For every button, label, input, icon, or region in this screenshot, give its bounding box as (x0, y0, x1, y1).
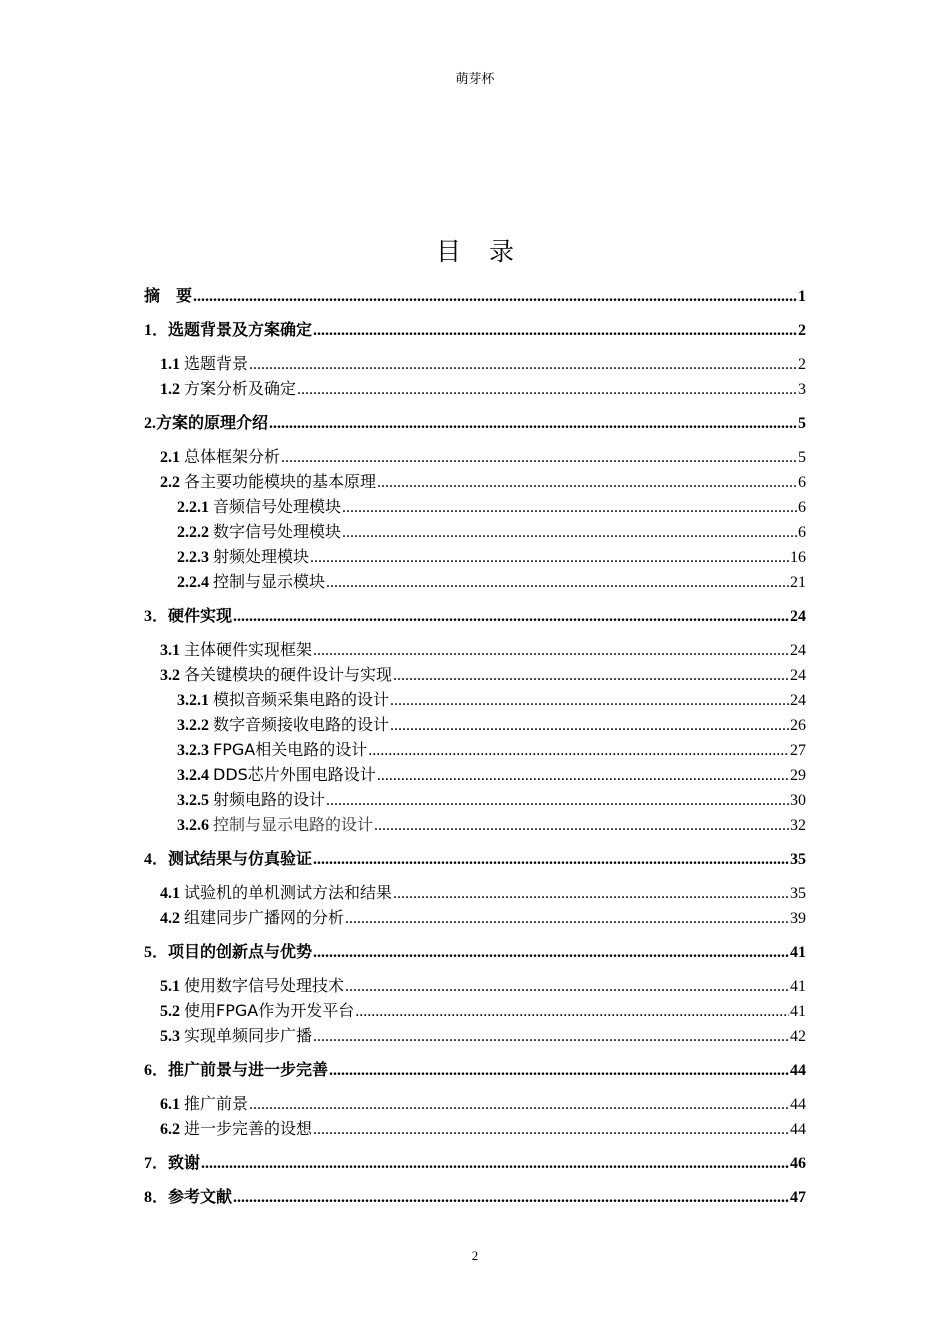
toc-entry-number: 1.2 (160, 381, 180, 398)
toc-entry-page: 47 (790, 1189, 806, 1206)
dot-leader (326, 788, 789, 813)
toc-entry-label (177, 812, 373, 838)
toc-entry[interactable] (144, 544, 806, 569)
toc-entry-text: 选题背景及方案确定 (168, 320, 313, 339)
toc-entry-number: 3． (144, 608, 169, 625)
toc-entry[interactable] (144, 762, 806, 787)
toc-entry-number: 7． (144, 1155, 169, 1172)
toc-entry-number: 5.2 (160, 1003, 180, 1020)
toc-entry-text: 方案的原理介绍 (156, 413, 269, 432)
toc-entry-number: 4． (144, 851, 169, 868)
toc-entry[interactable] (144, 737, 806, 762)
toc-entry[interactable] (144, 846, 806, 871)
toc-entry-text: 数字信号处理模块 (213, 522, 342, 541)
toc-entry-text: 总体框架分析 (184, 447, 281, 466)
dot-leader (345, 906, 789, 931)
toc-entry-label (160, 662, 392, 688)
dot-leader (313, 638, 789, 663)
toc-entry-page: 2 (798, 356, 806, 373)
toc-entry-label (160, 1091, 248, 1117)
toc-entry-label (160, 998, 354, 1024)
toc-entry-number: 2.1 (160, 449, 180, 466)
toc-entry-text: 使用数字信号处理技术 (184, 976, 345, 995)
toc-entry-number: 1． (144, 322, 169, 339)
toc-entry-text: 各关键模块的硬件设计与实现 (184, 665, 393, 684)
dot-leader (390, 713, 789, 738)
toc-entry-text: 射频电路的设计 (213, 790, 326, 809)
toc-entry-page: 2 (798, 322, 806, 339)
toc-entry-text: 控制与显示模块 (213, 572, 326, 591)
toc-entry-page: 29 (790, 767, 806, 784)
dot-leader (345, 974, 789, 999)
dot-leader (269, 411, 797, 436)
toc-entry-text: 摘 要 (144, 286, 193, 305)
toc-entry-label (177, 712, 389, 738)
toc-entry[interactable] (144, 410, 806, 435)
toc-entry-page: 5 (798, 449, 806, 466)
dot-leader (193, 284, 797, 309)
dot-leader (377, 470, 797, 495)
toc-entry-text: 项目的创新点与优势 (168, 942, 313, 961)
toc-entry-page: 44 (790, 1121, 806, 1138)
dot-leader (233, 604, 789, 629)
toc-entry-page: 6 (798, 474, 806, 491)
toc-entry-number: 3.2.1 (177, 692, 209, 709)
toc-entry-number: 3.2.3 (177, 742, 209, 759)
toc-entry-text: 各主要功能模块的基本原理 (184, 472, 377, 491)
toc-entry-number: 5.3 (160, 1028, 180, 1045)
toc-entry-label (177, 569, 325, 595)
toc-entry-text: DDS芯片外围电路设计 (213, 765, 376, 784)
toc-entry-page: 41 (790, 944, 806, 961)
toc-entry-label (144, 1057, 328, 1083)
toc-entry-page: 46 (790, 1155, 806, 1172)
toc-entry-page: 41 (790, 978, 806, 995)
dot-leader (393, 881, 789, 906)
toc-entry[interactable] (144, 1057, 806, 1082)
toc-entry-label (160, 351, 248, 377)
toc-entry-page: 24 (790, 692, 806, 709)
toc-entry[interactable] (144, 880, 806, 905)
toc-entry-page: 35 (790, 851, 806, 868)
dot-leader (233, 1185, 789, 1210)
toc-entry-label (177, 737, 367, 763)
toc-entry-label (177, 762, 376, 788)
toc-entry-label (160, 376, 296, 402)
toc-entry[interactable] (144, 283, 806, 308)
toc-entry[interactable] (144, 444, 806, 469)
dot-leader (310, 545, 789, 570)
toc-entry-number: 3.2.4 (177, 767, 209, 784)
toc-entry-page: 5 (798, 415, 806, 432)
toc-entry-text: 进一步完善的设想 (184, 1119, 313, 1138)
toc-entry-page: 39 (790, 910, 806, 927)
toc-entry-number: 2.2.1 (177, 499, 209, 516)
toc-entry-label (160, 637, 312, 663)
toc-entry-text: 主体硬件实现框架 (184, 640, 313, 659)
toc-entry-page: 6 (798, 499, 806, 516)
toc-entry-number: 3.2.5 (177, 792, 209, 809)
toc-entry-number: 4.1 (160, 885, 180, 902)
toc-entry-number: 6． (144, 1062, 169, 1079)
toc-entry-number: 5． (144, 944, 169, 961)
toc-entry[interactable] (144, 569, 806, 594)
toc-entry-page: 1 (798, 288, 806, 305)
toc-entry-label (160, 444, 280, 470)
toc-entry-page: 26 (790, 717, 806, 734)
toc-entry-label (160, 1116, 312, 1142)
toc-entry-page: 24 (790, 608, 806, 625)
toc-entry-page: 3 (798, 381, 806, 398)
dot-leader (313, 318, 797, 343)
toc-entry-page: 32 (790, 817, 806, 834)
toc-entry-text: 射频处理模块 (213, 547, 310, 566)
toc-entry[interactable] (144, 1150, 806, 1175)
toc-entry[interactable] (144, 939, 806, 964)
toc-entry-page: 21 (790, 574, 806, 591)
dot-leader (249, 1092, 789, 1117)
toc-entry-text: 推广前景与进一步完善 (168, 1060, 329, 1079)
toc-entry-number: 2.2.3 (177, 549, 209, 566)
toc-entry-number: 8． (144, 1189, 169, 1206)
toc-entry-label (177, 687, 389, 713)
dot-leader (281, 445, 797, 470)
toc-entry-number: 1.1 (160, 356, 180, 373)
toc-entry-text: 致谢 (168, 1153, 201, 1172)
dot-leader (297, 377, 797, 402)
toc-entry-page: 24 (790, 667, 806, 684)
dot-leader (368, 738, 789, 763)
toc-entry-text: 推广前景 (184, 1094, 249, 1113)
toc-entry-label (144, 603, 232, 629)
toc-entry-page: 41 (790, 1003, 806, 1020)
dot-leader (374, 813, 789, 838)
toc-entry-number: 4.2 (160, 910, 180, 927)
toc-entry-number: 2.2.4 (177, 574, 209, 591)
toc-entry-text: FPGA相关电路的设计 (213, 740, 368, 759)
page-title: 目录 (435, 237, 542, 266)
toc-entry-text: 选题背景 (184, 354, 249, 373)
toc-entry-label (177, 494, 341, 520)
toc-entry[interactable] (144, 1023, 806, 1048)
toc-entry-label (160, 973, 344, 999)
dot-leader (342, 520, 797, 545)
toc-entry-page: 24 (790, 642, 806, 659)
toc-entry-label (177, 544, 309, 570)
toc-entry[interactable] (144, 1116, 806, 1141)
toc-entry-number: 5.1 (160, 978, 180, 995)
toc-entry-page: 44 (790, 1062, 806, 1079)
toc-entry-label (144, 1184, 232, 1210)
toc-entry-page: 42 (790, 1028, 806, 1045)
toc-entry[interactable] (144, 494, 806, 519)
toc-entry-text: 方案分析及确定 (184, 379, 297, 398)
toc-entry[interactable] (144, 1184, 806, 1209)
toc-entry-number: 3.1 (160, 642, 180, 659)
dot-leader (393, 663, 789, 688)
toc-entry-text: 实现单频同步广播 (184, 1026, 313, 1045)
toc-entry[interactable] (144, 712, 806, 737)
page-number: 2 (471, 1248, 479, 1263)
table-of-contents (144, 283, 806, 1209)
toc-entry-label (144, 1150, 200, 1176)
toc-entry-text: 硬件实现 (168, 606, 233, 625)
toc-entry[interactable] (144, 812, 806, 837)
toc-entry-page: 35 (790, 885, 806, 902)
toc-entry-label (177, 787, 325, 813)
toc-entry-label (160, 905, 344, 931)
dot-leader (313, 940, 789, 965)
toc-entry-label (144, 939, 312, 965)
toc-entry-label (160, 880, 392, 906)
toc-entry-label (144, 317, 312, 343)
page-header: 萌芽杯 (455, 72, 495, 87)
dot-leader (313, 1024, 789, 1049)
toc-entry[interactable] (144, 637, 806, 662)
toc-entry-label (144, 283, 192, 309)
toc-entry-text: 测试结果与仿真验证 (168, 849, 313, 868)
dot-leader (249, 352, 797, 377)
toc-entry-number: 3.2.6 (177, 817, 209, 834)
dot-leader (326, 570, 789, 595)
toc-entry[interactable] (144, 973, 806, 998)
toc-entry-page: 44 (790, 1096, 806, 1113)
toc-entry-number: 3.2.2 (177, 717, 209, 734)
toc-entry[interactable] (144, 905, 806, 930)
toc-entry-text: 参考文献 (168, 1187, 233, 1206)
toc-entry[interactable] (144, 469, 806, 494)
toc-entry-number: 6.1 (160, 1096, 180, 1113)
toc-entry[interactable] (144, 603, 806, 628)
dot-leader (201, 1151, 789, 1176)
toc-entry-number: 2.2.2 (177, 524, 209, 541)
toc-entry-text: 控制与显示电路的设计 (213, 815, 374, 834)
toc-entry-label (177, 519, 341, 545)
dot-leader (390, 688, 789, 713)
toc-entry-text: 使用FPGA作为开发平台 (184, 1001, 355, 1020)
toc-entry-label (160, 469, 376, 495)
toc-entry[interactable] (144, 787, 806, 812)
toc-entry[interactable] (144, 998, 806, 1023)
toc-entry-label (144, 846, 312, 872)
toc-entry-text: 模拟音频采集电路的设计 (213, 690, 390, 709)
dot-leader (342, 495, 797, 520)
toc-entry-text: 试验机的单机测试方法和结果 (184, 883, 393, 902)
dot-leader (355, 999, 789, 1024)
toc-entry-text: 音频信号处理模块 (213, 497, 342, 516)
toc-entry-page: 27 (790, 742, 806, 759)
toc-entry-page: 6 (798, 524, 806, 541)
toc-entry[interactable] (144, 376, 806, 401)
toc-entry[interactable] (144, 317, 806, 342)
toc-entry-text: 数字音频接收电路的设计 (213, 715, 390, 734)
toc-entry-label (144, 410, 268, 436)
toc-entry-number: 3.2 (160, 667, 180, 684)
toc-entry[interactable] (144, 351, 806, 376)
dot-leader (377, 763, 789, 788)
toc-entry-number: 2.2 (160, 474, 180, 491)
toc-entry-page: 30 (790, 792, 806, 809)
dot-leader (313, 847, 789, 872)
toc-entry[interactable] (144, 662, 806, 687)
toc-entry-text: 组建同步广播网的分析 (184, 908, 345, 927)
toc-entry[interactable] (144, 687, 806, 712)
toc-entry-number: 6.2 (160, 1121, 180, 1138)
toc-entry[interactable] (144, 519, 806, 544)
toc-entry[interactable] (144, 1091, 806, 1116)
toc-entry-number: 2. (144, 415, 156, 432)
toc-entry-label (160, 1023, 312, 1049)
dot-leader (313, 1117, 789, 1142)
toc-entry-page: 16 (790, 549, 806, 566)
dot-leader (329, 1058, 789, 1083)
